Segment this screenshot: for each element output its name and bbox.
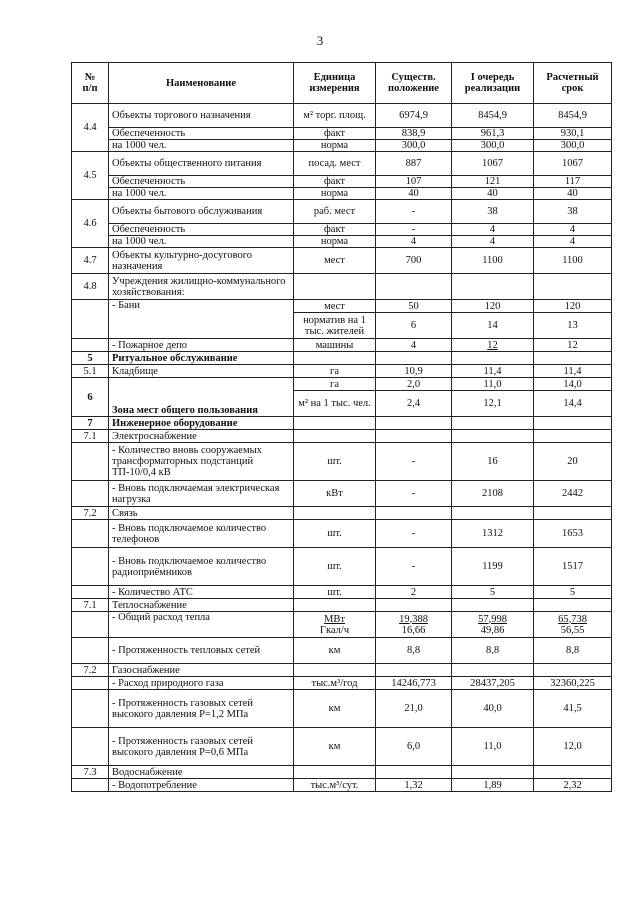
row-first: 57,998 49,86: [452, 612, 534, 638]
row-name: Учреждения жилищно-коммунального хозяйствования:: [109, 274, 294, 300]
row-name: Обеспеченность: [109, 224, 294, 236]
row-name: Обеспеченность: [109, 176, 294, 188]
row-unit: м² на 1 тыс. чел.: [294, 391, 376, 417]
row-unit: кВт: [294, 481, 376, 507]
row-name: - Бани: [109, 300, 294, 339]
row-existing: 887: [376, 152, 452, 176]
row-first: 12: [452, 339, 534, 352]
row-num: 4.4: [72, 104, 109, 152]
row-num: 4.5: [72, 152, 109, 200]
row-target: 4: [534, 236, 612, 248]
row-num: 7.3: [72, 766, 109, 779]
row-num: 6: [72, 378, 109, 417]
row-first: 2108: [452, 481, 534, 507]
row-target: 41,5: [534, 690, 612, 728]
row-existing: 4: [376, 236, 452, 248]
row-target: 32360,225: [534, 677, 612, 690]
row-unit: шт.: [294, 520, 376, 548]
table-row: [72, 507, 612, 520]
row-existing: -: [376, 481, 452, 507]
row-existing: 4: [376, 339, 452, 352]
row-existing: 8,8: [376, 638, 452, 664]
row-name: Ритуальное обслуживание: [109, 352, 294, 365]
row-name: - Общий расход тепла: [109, 612, 294, 638]
row-first: 1100: [452, 248, 534, 274]
table-row: [72, 520, 612, 548]
row-existing: 300,0: [376, 140, 452, 152]
row-target: 1100: [534, 248, 612, 274]
row-target: 1653: [534, 520, 612, 548]
row-unit: мест: [294, 248, 376, 274]
header-unit: Единица измерения: [294, 63, 376, 104]
row-name: - Протяженность газовых сетей высокого давления Р=0,6 МПа: [109, 728, 294, 766]
table-row: [72, 548, 612, 586]
table-row: [72, 248, 612, 274]
row-unit: МВт Гкал/ч: [294, 612, 376, 638]
row-target: 40: [534, 188, 612, 200]
row-first: 961,3: [452, 128, 534, 140]
row-name: на 1000 чел.: [109, 140, 294, 152]
row-unit: факт: [294, 176, 376, 188]
table-row: [72, 188, 612, 200]
table-row: [72, 664, 612, 677]
table-row: [72, 612, 612, 638]
row-target: 1517: [534, 548, 612, 586]
row-name: - Протяженность тепловых сетей: [109, 638, 294, 664]
table-row: [72, 443, 612, 481]
row-name: Обеспеченность: [109, 128, 294, 140]
row-name: - Водопотребление: [109, 779, 294, 792]
table-header-row: [72, 63, 612, 104]
row-existing: 10,9: [376, 365, 452, 378]
row-existing: -: [376, 520, 452, 548]
table-row: [72, 677, 612, 690]
row-first: 8,8: [452, 638, 534, 664]
row-existing: 838,9: [376, 128, 452, 140]
row-first: 4: [452, 224, 534, 236]
table-row: [72, 300, 612, 313]
row-existing: 19,388 16,66: [376, 612, 452, 638]
row-name: Газоснабжение: [109, 664, 294, 677]
row-num: 5.1: [72, 365, 109, 378]
table-row: [72, 690, 612, 728]
row-target: 13: [534, 313, 612, 339]
row-unit: шт.: [294, 548, 376, 586]
row-target: 117: [534, 176, 612, 188]
row-first: 4: [452, 236, 534, 248]
table-row: [72, 365, 612, 378]
table-row: [72, 128, 612, 140]
row-name: Объекты торгового назначения: [109, 104, 294, 128]
row-first: 12,1: [452, 391, 534, 417]
row-unit: км: [294, 638, 376, 664]
row-name: Кладбище: [109, 365, 294, 378]
row-target: 14,0: [534, 378, 612, 391]
row-existing: 2,0: [376, 378, 452, 391]
row-unit: тыс.м³/год: [294, 677, 376, 690]
table-row: [72, 766, 612, 779]
row-target: 12,0: [534, 728, 612, 766]
row-target: 12: [534, 339, 612, 352]
row-existing: -: [376, 224, 452, 236]
row-num: 4.8: [72, 274, 109, 300]
row-first: 38: [452, 200, 534, 224]
row-existing: 2,4: [376, 391, 452, 417]
row-existing: 6974,9: [376, 104, 452, 128]
row-target: 1067: [534, 152, 612, 176]
row-first: 11,0: [452, 378, 534, 391]
row-name: Теплоснабжение: [109, 599, 294, 612]
row-first: 1199: [452, 548, 534, 586]
row-name: - Количество АТС: [109, 586, 294, 599]
row-existing: 50: [376, 300, 452, 313]
table-row: [72, 274, 612, 300]
row-target: 8,8: [534, 638, 612, 664]
row-target: 300,0: [534, 140, 612, 152]
table-row: [72, 481, 612, 507]
indicators-table: [71, 62, 612, 792]
row-unit: га: [294, 365, 376, 378]
row-name: Объекты культурно-досугового назначения: [109, 248, 294, 274]
row-name: - Вновь подключаемое количество телефонов: [109, 520, 294, 548]
row-target: 20: [534, 443, 612, 481]
table-row: [72, 417, 612, 430]
header-first-stage: I очередь реализации: [452, 63, 534, 104]
table-row: [72, 378, 612, 391]
row-target: 2,32: [534, 779, 612, 792]
row-first: 40: [452, 188, 534, 200]
table-row: [72, 104, 612, 128]
row-first: 8454,9: [452, 104, 534, 128]
row-name: Объекты общественного питания: [109, 152, 294, 176]
row-existing: 1,32: [376, 779, 452, 792]
table-row: [72, 224, 612, 236]
row-unit: шт.: [294, 443, 376, 481]
table-row: [72, 152, 612, 176]
header-name: Наименование: [109, 63, 294, 104]
row-first: 16: [452, 443, 534, 481]
row-unit: км: [294, 728, 376, 766]
row-target: 14,4: [534, 391, 612, 417]
row-name: Зона мест общего пользования: [109, 378, 294, 417]
table-row: [72, 599, 612, 612]
row-target: 2442: [534, 481, 612, 507]
row-unit: мест: [294, 300, 376, 313]
row-unit: норма: [294, 188, 376, 200]
row-existing: -: [376, 200, 452, 224]
row-name: - Пожарное депо: [109, 339, 294, 352]
row-target: 5: [534, 586, 612, 599]
row-unit: норматив на 1 тыс. жителей: [294, 313, 376, 339]
row-existing: 40: [376, 188, 452, 200]
header-num: № п/п: [72, 63, 109, 104]
table-row: [72, 236, 612, 248]
row-first: 28437,205: [452, 677, 534, 690]
row-unit: посад. мест: [294, 152, 376, 176]
row-unit: км: [294, 690, 376, 728]
row-unit: норма: [294, 236, 376, 248]
row-name: на 1000 чел.: [109, 188, 294, 200]
row-existing: [376, 274, 452, 300]
row-first: 1312: [452, 520, 534, 548]
row-target: [534, 274, 612, 300]
table-row: [72, 430, 612, 443]
row-name: Объекты бытового обслуживания: [109, 200, 294, 224]
row-num: 4.7: [72, 248, 109, 274]
row-existing: -: [376, 443, 452, 481]
row-unit: шт.: [294, 586, 376, 599]
row-name: Водоснабжение: [109, 766, 294, 779]
row-num: 7.1: [72, 430, 109, 443]
row-num: 5: [72, 352, 109, 365]
row-unit: тыс.м³/сут.: [294, 779, 376, 792]
row-num: 7.2: [72, 507, 109, 520]
row-existing: 6,0: [376, 728, 452, 766]
row-target: 11,4: [534, 365, 612, 378]
table-row: [72, 638, 612, 664]
row-unit: норма: [294, 140, 376, 152]
row-target: 8454,9: [534, 104, 612, 128]
row-unit: га: [294, 378, 376, 391]
row-existing: 2: [376, 586, 452, 599]
header-target: Расчетный срок: [534, 63, 612, 104]
row-name: - Количество вновь сооружаемых трансформаторных подстанций ТП-10/0,4 кВ: [109, 443, 294, 481]
table-row: [72, 176, 612, 188]
row-first: 40,0: [452, 690, 534, 728]
row-existing: 107: [376, 176, 452, 188]
row-unit: машины: [294, 339, 376, 352]
row-target: 120: [534, 300, 612, 313]
row-num: 7: [72, 417, 109, 430]
row-name: Связь: [109, 507, 294, 520]
row-first: [452, 274, 534, 300]
row-target: 4: [534, 224, 612, 236]
row-first: 120: [452, 300, 534, 313]
row-first: 14: [452, 313, 534, 339]
table-row: [72, 140, 612, 152]
row-target: 930,1: [534, 128, 612, 140]
table-row: [72, 352, 612, 365]
row-unit: [294, 274, 376, 300]
row-target: 65,738 56,55: [534, 612, 612, 638]
row-first: 1,89: [452, 779, 534, 792]
row-name: - Вновь подключаемое количество радиоприёмников: [109, 548, 294, 586]
row-existing: 6: [376, 313, 452, 339]
table-row: [72, 200, 612, 224]
row-name: на 1000 чел.: [109, 236, 294, 248]
row-unit: раб. мест: [294, 200, 376, 224]
row-num: 4.6: [72, 200, 109, 248]
row-existing: 14246,773: [376, 677, 452, 690]
row-unit: м² торг. площ.: [294, 104, 376, 128]
row-name: Инженерное оборудование: [109, 417, 294, 430]
row-num: 7.1: [72, 599, 109, 612]
row-first: 121: [452, 176, 534, 188]
row-existing: 21,0: [376, 690, 452, 728]
row-first: 1067: [452, 152, 534, 176]
page-number: 3: [316, 33, 324, 48]
row-name: Электроснабжение: [109, 430, 294, 443]
row-name: - Протяженность газовых сетей высокого давления Р=1,2 МПа: [109, 690, 294, 728]
row-target: 38: [534, 200, 612, 224]
row-first: 5: [452, 586, 534, 599]
row-num: 7.2: [72, 664, 109, 677]
row-existing: 700: [376, 248, 452, 274]
row-unit: факт: [294, 128, 376, 140]
header-existing: Существ. положение: [376, 63, 452, 104]
row-name: - Вновь подключаемая электрическая нагрузка: [109, 481, 294, 507]
table-row: [72, 586, 612, 599]
row-unit: факт: [294, 224, 376, 236]
table-row: [72, 339, 612, 352]
row-first: 300,0: [452, 140, 534, 152]
row-first: 11,0: [452, 728, 534, 766]
row-existing: -: [376, 548, 452, 586]
row-name: - Расход природного газа: [109, 677, 294, 690]
table-row: [72, 779, 612, 792]
row-first: 11,4: [452, 365, 534, 378]
table-row: [72, 728, 612, 766]
